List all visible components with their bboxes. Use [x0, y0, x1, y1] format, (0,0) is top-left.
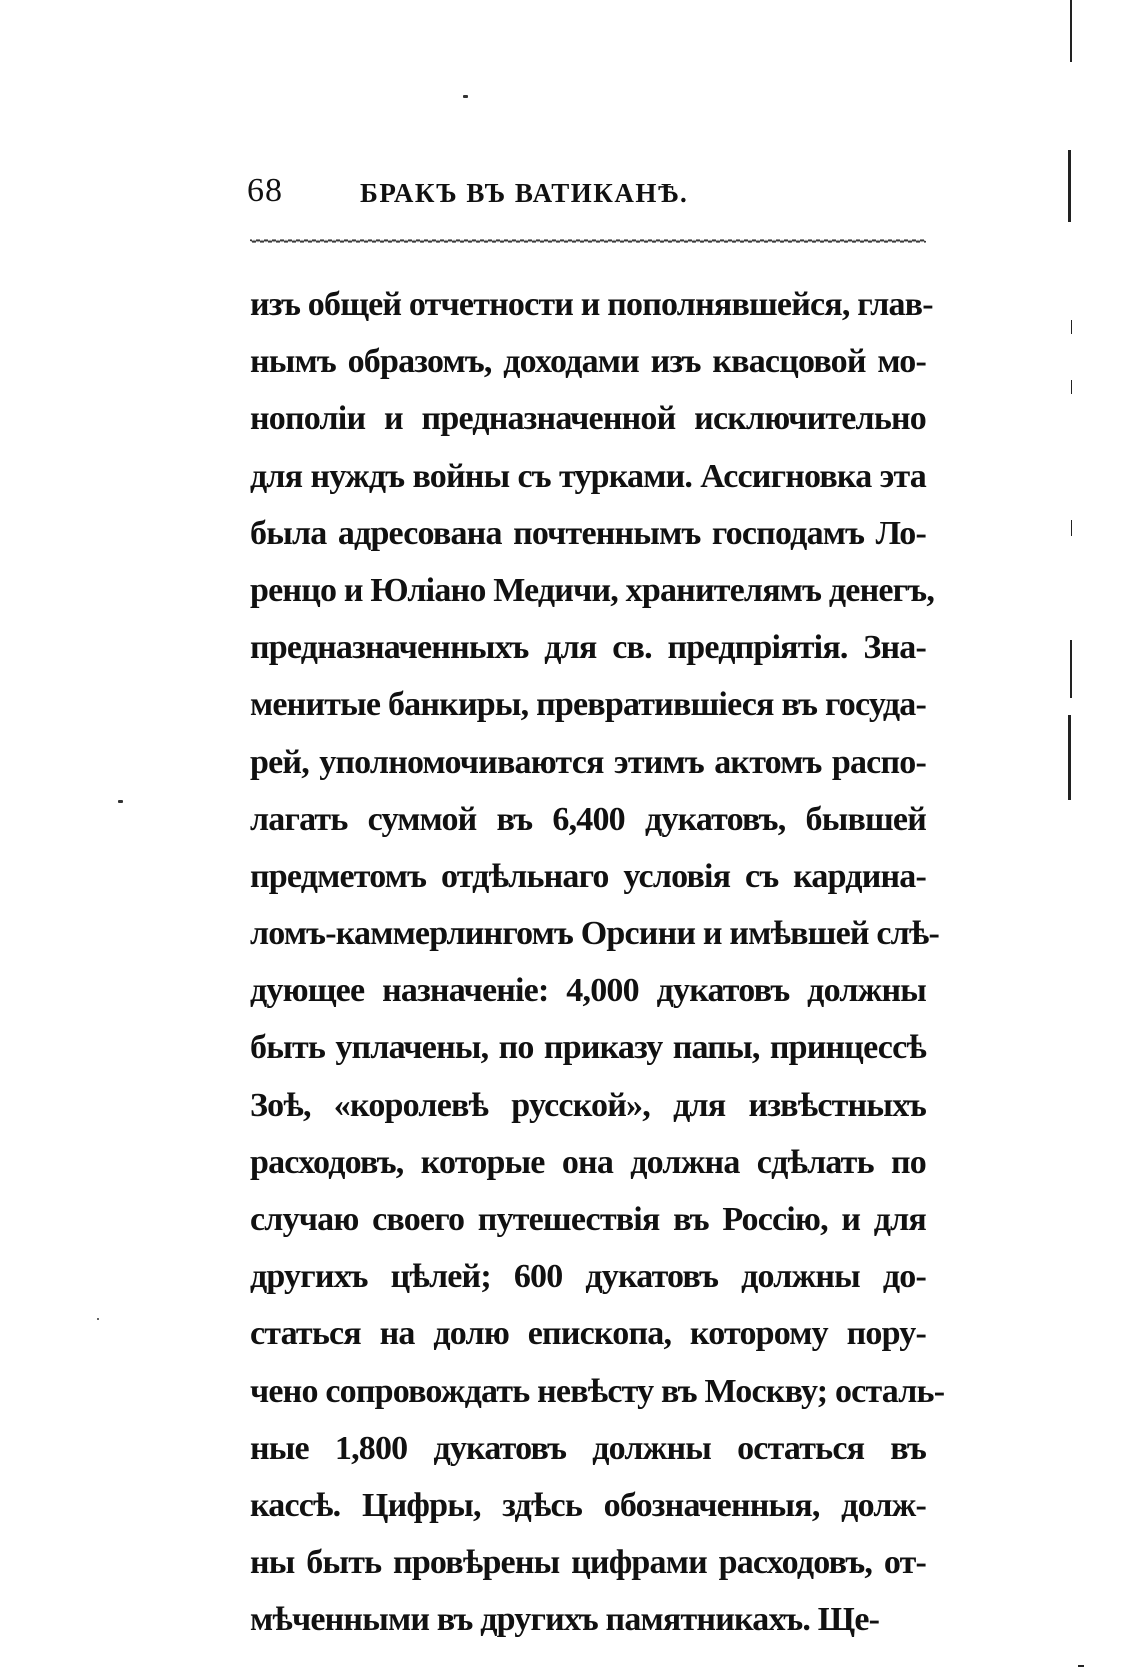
text-line: предметомъ отдѣльнаго условія съ кардина-	[250, 857, 926, 895]
text-line: рей, уполномочиваются этимъ актомъ распо-	[250, 743, 926, 781]
text-line: нымъ образомъ, доходами изъ квасцовой мо-	[250, 343, 926, 381]
text-line: изъ общей отчетности и пополнявшейся, глав-	[250, 286, 933, 323]
running-head: БРАКЪ ВЪ ВАТИКАНѢ.	[360, 178, 689, 208]
wavy-rule-graphic	[250, 238, 926, 244]
text-line: нополіи и предназначенной исключительно	[250, 400, 926, 438]
text-line: менитые банкиры, превратившіеся въ госуда-	[250, 686, 926, 724]
text-line: Зоѣ, «королевѣ русской», для извѣстныхъ	[250, 1086, 926, 1124]
text-line: ренцо и Юліано Медичи, хранителямъ денегъ,	[250, 571, 935, 609]
scan-edge-mark-upper	[1068, 150, 1071, 222]
scan-edge-mark-bottom	[1078, 1665, 1084, 1667]
scan-edge-mark-lower	[1068, 715, 1071, 800]
text-line: статься на долю епископа, которому пору-	[250, 1315, 926, 1353]
page-number: 68	[247, 172, 283, 209]
text-line: для нуждъ войны съ турками. Ассигновка эта	[250, 457, 926, 495]
text-line: ные 1,800 дукатовъ должны остаться въ	[250, 1429, 926, 1467]
text-line: кассѣ. Цифры, здѣсь обозначенныя, долж-	[250, 1486, 926, 1524]
text-line: ны быть провѣрены цифрами расходовъ, от-	[250, 1544, 926, 1582]
scan-edge-mark-small-3	[1071, 520, 1072, 536]
text-line: мѣченными въ другихъ памятникахъ. Ще-	[250, 1601, 880, 1639]
scan-edge-mark-small-2	[1071, 380, 1072, 394]
text-line: другихъ цѣлей; 600 дукатовъ должны до-	[250, 1258, 926, 1296]
scan-speck-top	[463, 95, 468, 98]
text-line: дующее назначеніе: 4,000 дукатовъ должны	[250, 972, 926, 1010]
page-header	[247, 172, 927, 222]
text-line: быть уплачены, по приказу папы, принцессѣ	[250, 1029, 926, 1067]
header-wavy-rule	[250, 238, 926, 244]
text-line: случаю своего путешествія въ Россію, и для	[250, 1201, 926, 1238]
text-line: ломъ-каммерлингомъ Орсини и имѣвшей слѣ-	[250, 915, 940, 953]
scan-edge-mark-small-1	[1071, 320, 1072, 334]
text-line: расходовъ, которые она должна сдѣлать по	[250, 1143, 926, 1181]
text-line: была адресована почтеннымъ господамъ Ло-	[250, 514, 926, 552]
scan-edge-mark-top	[1070, 0, 1072, 62]
body-text	[250, 276, 945, 1649]
text-line: предназначенныхъ для св. предпріятія. Зна-	[250, 629, 926, 667]
scan-edge-mark-mid	[1070, 640, 1072, 698]
text-line: чено сопровождать невѣсту въ Москву; осталь-	[250, 1372, 945, 1410]
text-line: лагать суммой въ 6,400 дукатовъ, бывшей	[250, 800, 926, 838]
scan-speck-left	[118, 800, 123, 803]
scan-speck-bottom-left	[97, 1318, 99, 1320]
